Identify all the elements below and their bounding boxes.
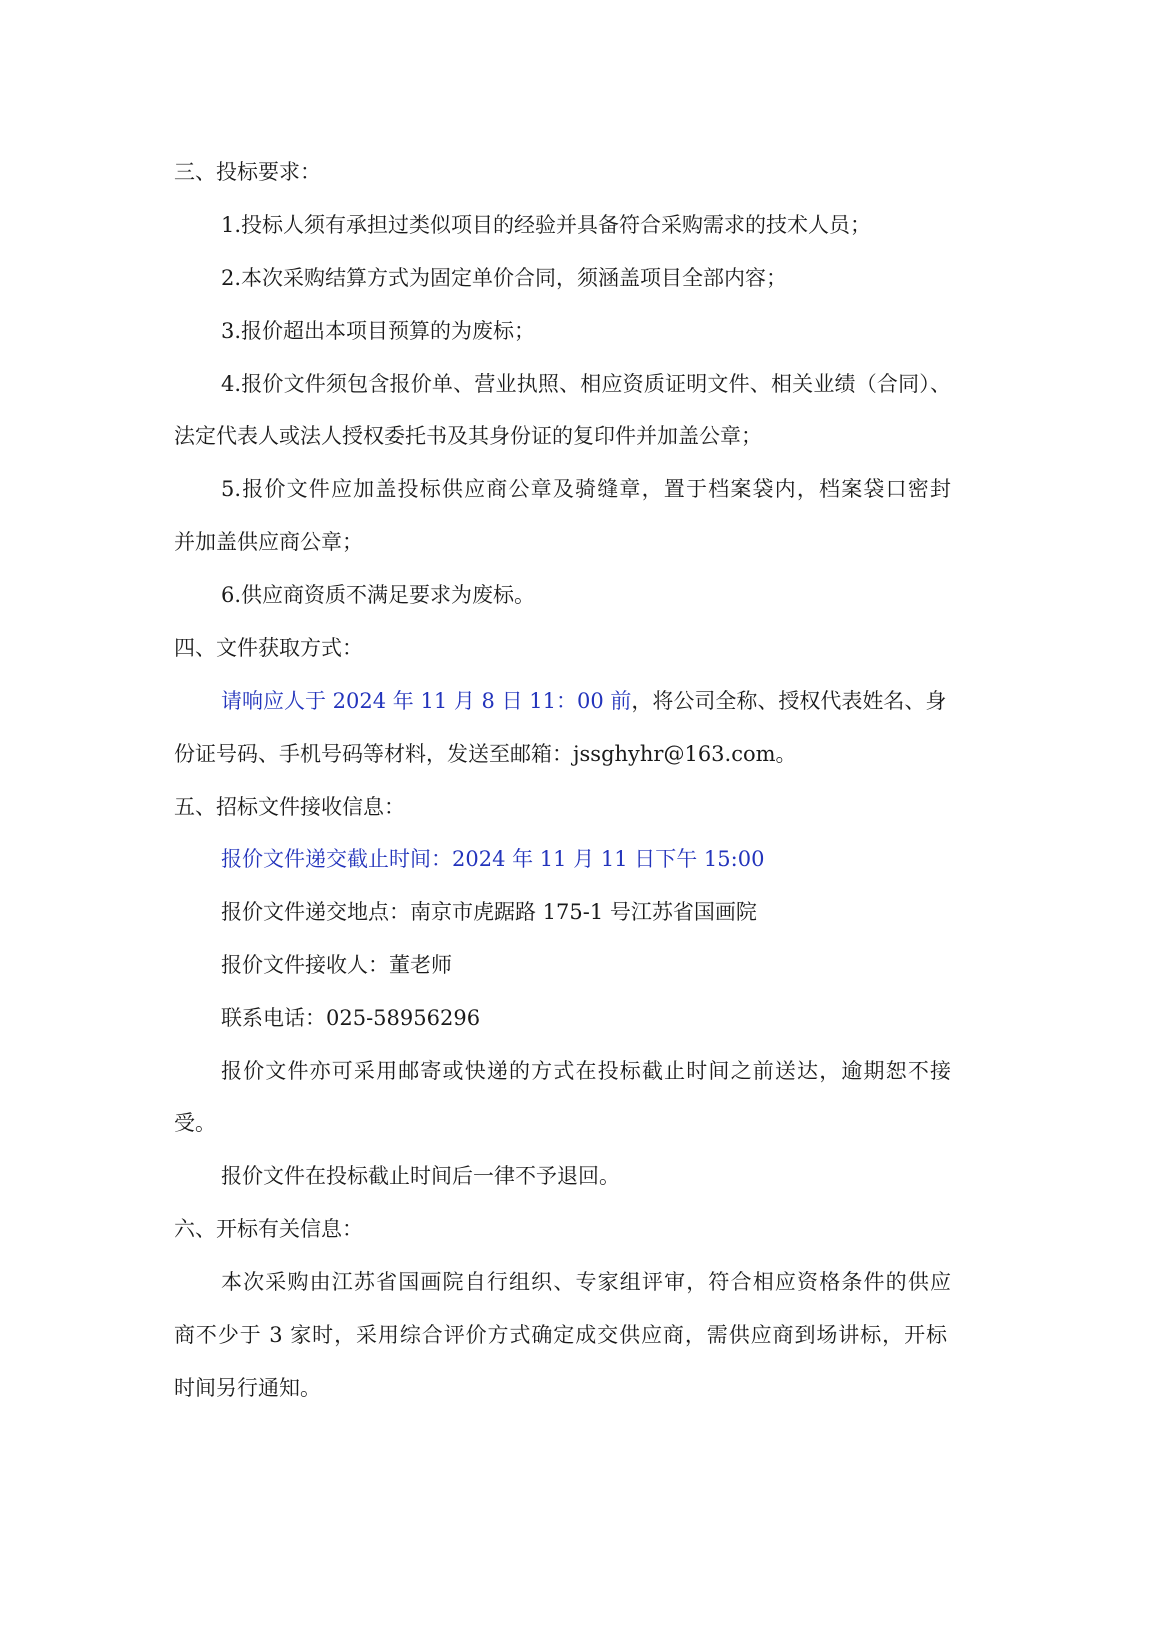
no-return-note: 报价文件在投标截止时间后一律不予退回。 (221, 1164, 620, 1188)
requirement-2: 2.本次采购结算方式为固定单价合同，须涵盖项目全部内容； (221, 266, 788, 290)
section-3-heading: 三、投标要求： (174, 160, 321, 184)
requirement-3: 3.报价超出本项目预算的为废标； (221, 319, 536, 343)
quote-location: 报价文件递交地点：南京市虎踞路 175-1 号江苏省国画院 (221, 900, 757, 924)
requirement-1: 1.投标人须有承担过类似项目的经验并具备符合采购需求的技术人员； (221, 213, 872, 237)
bid-opening-line-1: 本次采购由江苏省国画院自行组织、专家组评审，符合相应资格条件的供应 (221, 1270, 951, 1294)
mail-delivery-note-line-1: 报价文件亦可采用邮寄或快递的方式在投标截止时间之前送达，逾期恕不接 (221, 1059, 951, 1083)
requirement-5-line-2: 并加盖供应商公章； (174, 530, 363, 554)
requirement-4-line-2: 法定代表人或法人授权委托书及其身份证的复印件并加盖公章； (174, 424, 762, 448)
section-5-heading: 五、招标文件接收信息： (174, 795, 405, 819)
file-acquisition-line-1 (221, 686, 946, 716)
contact-phone: 联系电话：025-58956296 (221, 1006, 481, 1030)
submission-deadline-highlight: 请响应人于 2024 年 11 月 8 日 11：00 前 (221, 689, 632, 713)
quote-recipient: 报价文件接收人：董老师 (221, 953, 452, 977)
bid-opening-line-3: 时间另行通知。 (174, 1376, 321, 1400)
section-6-heading: 六、开标有关信息： (174, 1217, 363, 1241)
section-4-heading: 四、文件获取方式： (174, 636, 363, 660)
mail-delivery-note-line-2: 受。 (174, 1111, 216, 1135)
requirement-5-line-1: 5.报价文件应加盖投标供应商公章及骑缝章，置于档案袋内，档案袋口密封 (221, 477, 951, 501)
requirement-4-line-1: 4.报价文件须包含报价单、营业执照、相应资质证明文件、相关业绩（合同）、 (221, 372, 951, 396)
quote-deadline: 报价文件递交截止时间：2024 年 11 月 11 日下午 15:00 (221, 847, 765, 871)
file-acquisition-line-2: 份证号码、手机号码等材料，发送至邮箱：jssghyhr@163.com。 (174, 742, 797, 766)
bid-opening-line-2: 商不少于 3 家时，采用综合评价方式确定成交供应商，需供应商到场讲标，开标 (174, 1323, 947, 1347)
file-acquisition-instruction: ，将公司全称、授权代表姓名、身 (631, 689, 947, 713)
requirement-6: 6.供应商资质不满足要求为废标。 (221, 583, 536, 607)
